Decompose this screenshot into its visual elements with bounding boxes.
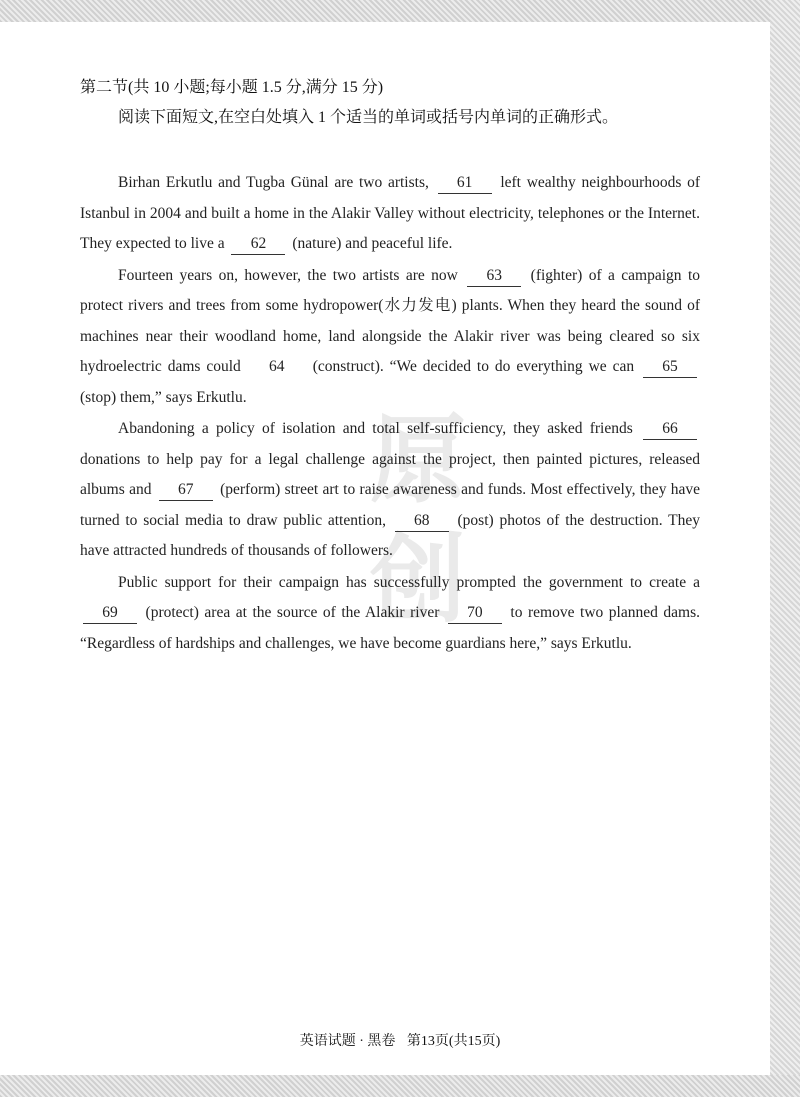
watermark-line-2: 创 bbox=[370, 524, 470, 636]
blank-66: 66 bbox=[643, 419, 697, 440]
section-title: 第二节(共 10 小题;每小题 1.5 分,满分 15 分) bbox=[80, 79, 384, 96]
blank-61: 61 bbox=[438, 173, 492, 194]
paragraph-text: (fighter) of a campaign to protect rivers and trees from some hydropower(水力发电) plants. When they heard the sound of machines near their woodland home, land alongside the Alakir river was being cleared so six hydroelectric dams could bbox=[80, 266, 701, 375]
paragraph-text: (nature) and peaceful life. bbox=[292, 235, 453, 252]
paragraph-1 bbox=[80, 168, 700, 260]
page-footer bbox=[0, 1030, 800, 1050]
blank-65: 65 bbox=[643, 357, 697, 378]
instruction: 阅读下面短文,在空白处填入 1 个适当的单词或括号内单词的正确形式。 bbox=[118, 109, 619, 126]
footer-subject: 英语试题 · 黑卷 bbox=[299, 1034, 396, 1049]
blank-70: 70 bbox=[448, 603, 502, 624]
blank-69: 69 bbox=[83, 603, 137, 624]
footer-page-number: 第13页(共15页) bbox=[406, 1034, 501, 1049]
paragraph-3 bbox=[80, 414, 700, 567]
paragraph-text: (post) photos of the destruction. They have attracted hundreds of thousands of followers. bbox=[80, 511, 701, 559]
blank-62: 62 bbox=[231, 234, 285, 255]
blank-67: 67 bbox=[159, 480, 213, 501]
paragraph-text: (construct). “We decided to do everything we can bbox=[312, 358, 635, 375]
paragraph-text: Birhan Erkutlu and Tugba Günal are two artists, bbox=[118, 174, 429, 191]
paragraph-4 bbox=[80, 568, 700, 660]
scan-border-bottom bbox=[0, 1075, 800, 1097]
paragraph-text: left wealthy neighbourhoods of Istanbul in 2004 and built a home in the Alakir Valley without electricity, telephones or the Internet. They expected to live a bbox=[80, 174, 701, 252]
paragraph-text: (perform) street art to raise awareness and funds. Most effectively, they have turned to social media to draw public attention, bbox=[80, 481, 701, 529]
paragraph-text: donations to help pay for a legal challenge against the project, then painted pictures, released albums and bbox=[80, 450, 700, 498]
blank-68: 68 bbox=[395, 511, 449, 532]
blank-64: 64 bbox=[269, 358, 285, 375]
paragraph-text: (protect) area at the source of the Alakir river bbox=[145, 604, 440, 621]
paragraph-text: to remove two planned dams. “Regardless of hardships and challenges, we have become guardians here,” says Erkutlu. bbox=[80, 604, 700, 652]
paragraph-text: Fourteen years on, however, the two artists are now bbox=[118, 266, 458, 284]
paragraph-text: Abandoning a policy of isolation and total self-sufficiency, they asked friends bbox=[118, 420, 633, 437]
scan-border-right bbox=[770, 0, 800, 1097]
paragraph-text: Public support for their campaign has successfully prompted the government to create a bbox=[118, 573, 700, 591]
passage bbox=[80, 168, 700, 660]
paragraph-text: (stop) them,” says Erkutlu. bbox=[80, 388, 247, 406]
paragraph-2 bbox=[80, 261, 700, 414]
watermark-line-1: 原 bbox=[370, 404, 470, 516]
scan-border-top bbox=[0, 0, 800, 22]
blank-63: 63 bbox=[467, 266, 521, 287]
